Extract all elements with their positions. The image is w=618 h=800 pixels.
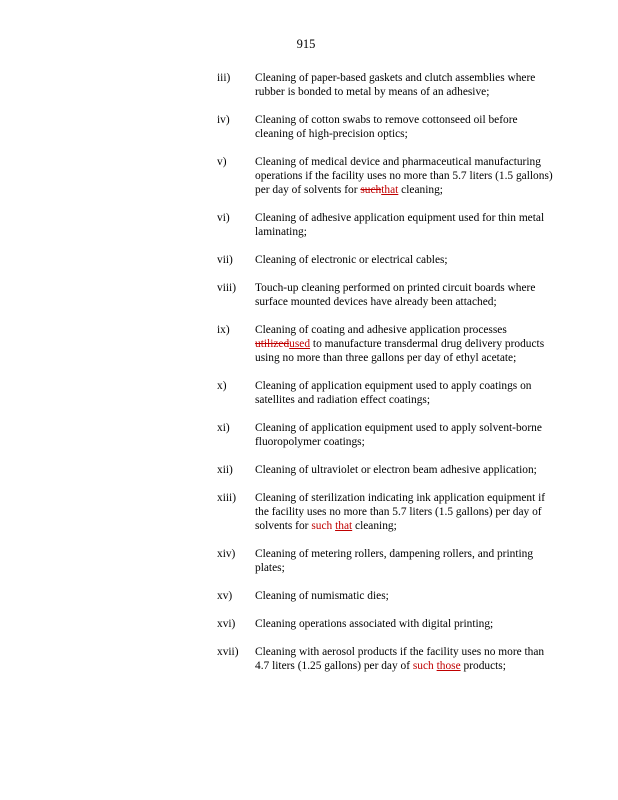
item-number: vi): [217, 212, 230, 224]
item-text: [255, 323, 557, 365]
list-item: [217, 491, 557, 533]
list-item: [217, 463, 557, 477]
page-number: 915: [296, 37, 316, 51]
item-text: Cleaning of paper-based gaskets and clutch assemblies where rubber is bonded to metal by means of an adhesive;: [255, 72, 536, 98]
list-item: [217, 645, 557, 673]
item-number: xi): [217, 422, 230, 434]
item-text: [255, 155, 557, 197]
item-number: v): [217, 156, 227, 168]
item-text-after: cleaning;: [352, 520, 397, 532]
item-text: Cleaning of cotton swabs to remove cottonseed oil before cleaning of high-precision optics;: [255, 114, 518, 140]
item-text: Cleaning of electronic or electrical cables;: [255, 254, 448, 266]
item-number: xiii): [217, 492, 236, 504]
item-text-before: Cleaning of coating and adhesive application processes: [255, 324, 507, 336]
inserted-text: that: [381, 184, 399, 196]
list-item: [217, 589, 557, 603]
list-item: [217, 253, 557, 267]
inserted-text: that: [335, 520, 353, 532]
exemption-list: [217, 71, 557, 673]
item-text-after: cleaning;: [398, 184, 443, 196]
item-text: Cleaning of adhesive application equipment used for thin metal laminating;: [255, 212, 545, 238]
item-text: Cleaning operations associated with digital printing;: [255, 618, 494, 630]
marked-text: such: [412, 660, 434, 672]
item-text: Cleaning of ultraviolet or electron beam adhesive application;: [255, 464, 537, 476]
item-number: ix): [217, 324, 230, 336]
list-item: [217, 155, 557, 197]
item-text-before: Cleaning of medical device and pharmaceutical manufacturing operations if the facility uses no more than 5.7 liters (1.5 gallons) per day of solvents for: [255, 156, 553, 196]
item-number: xvii): [217, 646, 239, 658]
list-item: [217, 211, 557, 239]
item-number: xv): [217, 590, 233, 602]
list-item: [217, 617, 557, 631]
item-text-after: products;: [460, 660, 506, 672]
item-text-before: Cleaning with aerosol products if the facility uses no more than 4.7 liters (1.25 gallons) per day of: [255, 646, 545, 672]
deleted-text: utilized: [255, 338, 290, 350]
item-text-before: Cleaning of sterilization indicating ink application equipment if the facility uses no more than 5.7 liters (1.5 gallons) per day of solvents for: [255, 492, 546, 532]
item-number: vii): [217, 254, 233, 266]
list-item: [217, 547, 557, 575]
item-text: [255, 645, 557, 673]
list-item: [217, 113, 557, 141]
item-text: Cleaning of application equipment used to apply solvent-borne fluoropolymer coatings;: [255, 422, 542, 448]
inserted-text: used: [289, 338, 311, 350]
item-text-after: to manufacture transdermal drug delivery products using no more than three gallons per day of ethyl acetate;: [255, 338, 545, 364]
item-number: x): [217, 380, 227, 392]
item-text: Cleaning of application equipment used to apply coatings on satellites and radiation effect coatings;: [255, 380, 532, 406]
item-text: Touch-up cleaning performed on printed circuit boards where surface mounted devices have already been attached;: [255, 282, 536, 308]
list-item: [217, 281, 557, 309]
item-text: [255, 491, 557, 533]
item-number: iv): [217, 114, 230, 126]
item-number: viii): [217, 282, 236, 294]
deleted-text: such: [360, 184, 382, 196]
item-number: xvi): [217, 618, 236, 630]
inserted-text: those: [436, 660, 461, 672]
list-item: [217, 323, 557, 365]
item-text: Cleaning of metering rollers, dampening rollers, and printing plates;: [255, 548, 534, 574]
marked-text: such: [311, 520, 333, 532]
item-text: Cleaning of numismatic dies;: [255, 590, 389, 602]
item-number: iii): [217, 72, 231, 84]
item-number: xiv): [217, 548, 236, 560]
list-item: [217, 421, 557, 449]
list-item: [217, 71, 557, 99]
item-number: xii): [217, 464, 233, 476]
list-item: [217, 379, 557, 407]
